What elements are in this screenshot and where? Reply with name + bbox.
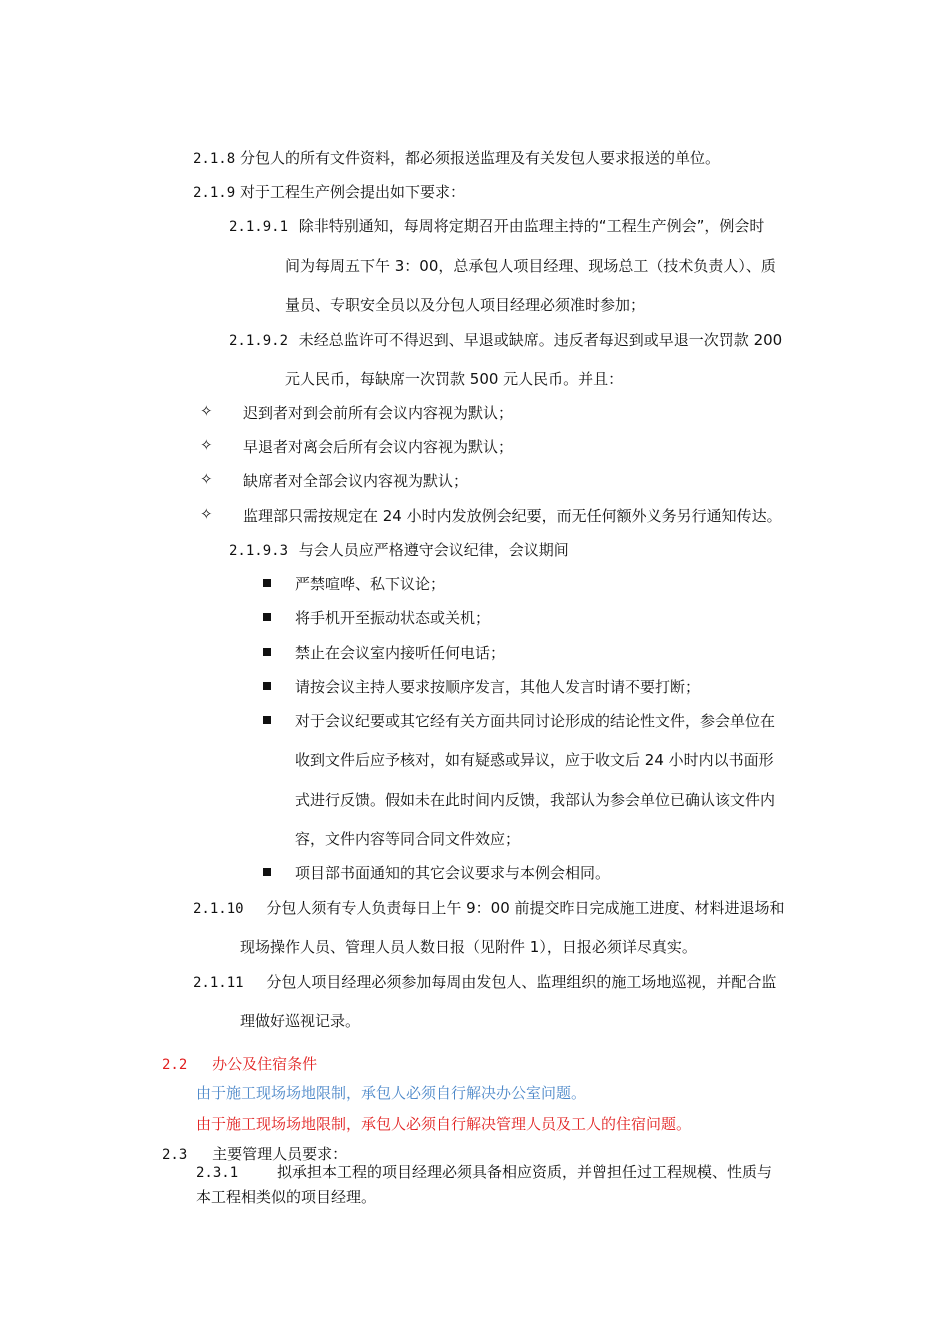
square-list-item: 禁止在会议室内接听任何电话； — [295, 644, 506, 662]
section-number: 2.3 — [162, 1147, 188, 1163]
item-text-line: 量员、专职安全员以及分包人项目经理必须准时参加； — [285, 296, 646, 314]
square-list-item: 将手机开至振动状态或关机； — [295, 609, 491, 627]
square-list-item-cont: 收到文件后应予核对，如有疑惑或异议，应于收文后 24 小时内以书面形 — [295, 751, 774, 769]
section-2-2-heading — [162, 1054, 317, 1075]
square-list-item-cont: 容，文件内容等同合同文件效应； — [295, 830, 521, 848]
section-title: 主要管理人员要求： — [212, 1145, 348, 1163]
item-2-1-9 — [193, 182, 465, 203]
item-text-line: 间为每周五下午 3：00，总承包人项目经理、现场总工（技术负责人）、质 — [285, 257, 776, 275]
square-list-item: 对于会议纪要或其它经有关方面共同讨论形成的结论性文件，参会单位在 — [295, 712, 776, 730]
item-2-3-1 — [196, 1162, 772, 1183]
square-bullet-icon — [263, 579, 271, 587]
item-2-1-10 — [193, 898, 785, 919]
diamond-list-item: 早退者对离会后所有会议内容视为默认； — [243, 438, 514, 456]
item-text-line: 除非特别通知，每周将定期召开由监理主持的“工程生产例会”，例会时 — [298, 217, 765, 235]
square-bullet-icon — [263, 613, 271, 621]
office-note: 由于施工现场场地限制，承包人必须自行解决办公室问题。 — [196, 1084, 587, 1102]
section-title: 办公及住宿条件 — [212, 1055, 318, 1073]
item-number: 2.3.1 — [196, 1165, 239, 1181]
section-number: 2.2 — [162, 1057, 188, 1073]
item-number: 2.1.10 — [193, 901, 244, 917]
square-bullet-icon — [263, 648, 271, 656]
item-2-1-9-3 — [229, 540, 569, 561]
item-number: 2.1.9.1 — [229, 219, 289, 235]
diamond-list-item: 监理部只需按规定在 24 小时内发放例会纪要，而无任何额外义务另行通知传达。 — [243, 507, 782, 525]
item-text-line: 理做好巡视记录。 — [240, 1012, 361, 1030]
item-number: 2.1.11 — [193, 975, 244, 991]
square-list-item: 项目部书面通知的其它会议要求与本例会相同。 — [295, 864, 611, 882]
diamond-bullet-icon: ✧ — [200, 470, 213, 488]
item-text-line: 本工程相类似的项目经理。 — [196, 1188, 377, 1206]
item-2-1-9-2 — [229, 330, 782, 351]
housing-note: 由于施工现场场地限制，承包人必须自行解决管理人员及工人的住宿问题。 — [196, 1115, 692, 1133]
square-bullet-icon — [263, 682, 271, 690]
item-text: 与会人员应严格遵守会议纪律，会议期间 — [298, 541, 569, 559]
square-list-item-cont: 式进行反馈。假如未在此时间内反馈，我部认为参会单位已确认该文件内 — [295, 791, 776, 809]
item-text-line: 元人民币，每缺席一次罚款 500 元人民币。并且： — [285, 370, 624, 388]
item-number: 2.1.9 — [193, 185, 236, 201]
square-list-item: 严禁喧哗、私下议论； — [295, 575, 446, 593]
item-text-line: 拟承担本工程的项目经理必须具备相应资质，并曾担任过工程规模、性质与 — [276, 1163, 772, 1181]
item-text-line: 分包人项目经理必须参加每周由发包人、监理组织的施工场地巡视，并配合监 — [266, 973, 777, 991]
diamond-bullet-icon: ✧ — [200, 505, 213, 523]
item-2-1-11 — [193, 972, 776, 993]
diamond-bullet-icon: ✧ — [200, 402, 213, 420]
square-bullet-icon — [263, 716, 271, 724]
diamond-list-item: 缺席者对全部会议内容视为默认； — [243, 472, 469, 490]
item-text-line: 现场操作人员、管理人员人数日报（见附件 1），日报必须详尽真实。 — [240, 938, 697, 956]
item-number: 2.1.8 — [193, 151, 236, 167]
square-list-item: 请按会议主持人要求按顺序发言，其他人发言时请不要打断； — [295, 678, 701, 696]
diamond-list-item: 迟到者对到会前所有会议内容视为默认； — [243, 404, 514, 422]
item-text-line: 分包人须有专人负责每日上午 9：00 前提交昨日完成施工进度、材料进退场和 — [266, 899, 785, 917]
diamond-bullet-icon: ✧ — [200, 436, 213, 454]
item-2-1-9-1 — [229, 216, 764, 237]
item-text: 分包人的所有文件资料，都必须报送监理及有关发包人要求报送的单位。 — [239, 149, 720, 167]
item-number: 2.1.9.2 — [229, 333, 289, 349]
square-bullet-icon — [263, 868, 271, 876]
item-text-line: 未经总监许可不得迟到、早退或缺席。违反者每迟到或早退一次罚款 200 — [298, 331, 783, 349]
item-text: 对于工程生产例会提出如下要求： — [239, 183, 465, 201]
item-number: 2.1.9.3 — [229, 543, 289, 559]
item-2-1-8 — [193, 148, 720, 169]
